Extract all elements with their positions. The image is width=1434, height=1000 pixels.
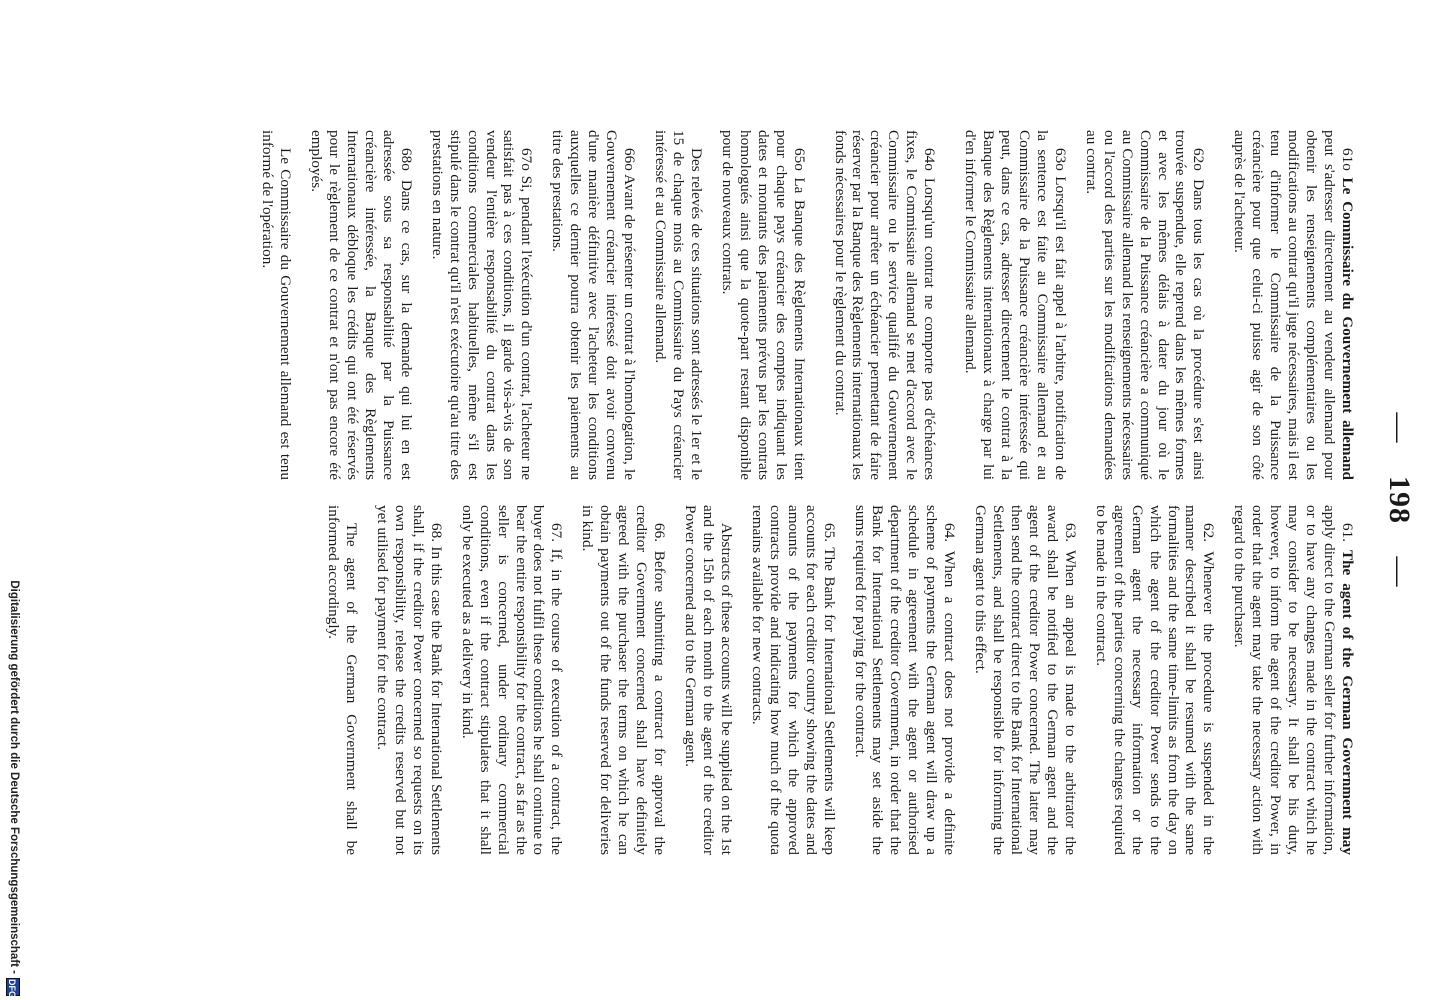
fr-paragraph-63: 63o Lorsqu'il est fait appel à l'arbitre, notification de la sentence est faite au Commissaire allemand et au Commissaire de la Puissance créancière intéressée qui peut, dans ce cas, adresser directement le contrat à la Banque des Règlements internationaux à charge par lui d'en informer le Commissaire allemand.: [962, 130, 1069, 480]
en-paragraph-61: 61. The agent of the German Government may apply direct to the German seller for further information, or to have any changes made in the contract which he may consider to be necessary. It shall be his duty, however, to inform the agent of the creditor Power, in order that the agent may take the necessary action with regard to the purchaser.: [1231, 505, 1356, 855]
en-paragraph-64: 64. When a contract does not provide a definite scheme of payments the German agent will draw up a schedule in agreement with the agent or authorised department of the creditor Government, in order that the Bank for International Settlements may set aside the sums required for paying for the contract.: [851, 505, 959, 855]
dfg-logo-icon: DFG: [6, 978, 20, 996]
fr-paragraph-65: 65o La Banque des Règlements Internationaux tient pour chaque pays créancier des comptes indiquant les dates et montants des paiements prévus par les contrats homologués ainsi que la quote-part restant disponible pour de nouveaux contrats.: [718, 130, 808, 480]
fr-paragraph-68: 68o Dans ce cas, sur la demande qui lui en est adressée sous sa responsabilité par la Puissance créancière intéressée, la Banque des Règlements Internationaux débloque les crédits qui ont été réservés pour le règlement de ce contrat et n'ont pas encore été employés.: [308, 130, 415, 480]
en-paragraph-66: 66. Before submitting a contract for approval the creditor Government concerned shall have definitely agreed with the purchaser the terms on which he can obtain payments out of the funds reserved for deliveries in kind.: [579, 505, 669, 855]
en-paragraph-62: 62. Whenever the procedure is suspended in the manner described it shall be resumed with the same formalities and the same time-limits as from the day on which the agent of the creditor Power sends to the German agent the necessary information or the agreement of the parties concerning the changes required to be made in the contract.: [1092, 505, 1218, 855]
fr-paragraph-67: 67o Si, pendant l'exécution d'un contrat, l'acheteur ne satisfait pas à ces conditions, il garde vis-à-vis de son vendeur l'entière responsabilité du contrat dans les conditions commerciales habituelles, même s'il est stipulé dans le contrat qu'il n'est exécutoire qu'au titre des prestations en nature.: [428, 130, 536, 480]
en-paragraph-65: 65. The Bank for International Settlements will keep accounts for each creditor country showing the dates and amounts of the payments for which the approved contracts provide and indicating how much of the quota remains available for new contracts.: [748, 505, 838, 855]
en-paragraph-67: 67. If, in the course of execution of a contract, the buyer does not fulfil these conditions he shall continue to bear the entire responsibility for the contract, as far as the seller is concerned, under ordinary commercial conditions, even if the contract stipulates that it shall only be executed as a delivery in kind.: [458, 505, 566, 855]
digitization-footer: [0, 0, 30, 1000]
en-paragraph-63: 63. When an appeal is made to the arbitrator the award shall be notified to the German agent and the agent of the creditor Power concerned. The latter may then send the contract direct to the Bank for International Settlements, and shall be responsible for informing the German agent to this effect.: [972, 505, 1079, 855]
fr-paragraph-closing: Le Commissaire du Gouvernement allemand est tenu informé de l'opération.: [259, 130, 295, 480]
en-paragraph-closing: The agent of the German Government shall be informed accordingly.: [325, 505, 361, 855]
header-dash-left: —: [1383, 412, 1416, 444]
en-paragraph-68: 68. In this case the Bank for International Settlements shall, if the creditor Power concerned so requests on its own responsibility, release the credits reserved but not yet utilised for payment for the contract.: [374, 505, 445, 855]
page-header: [1382, 0, 1416, 1000]
french-column: [245, 130, 1356, 480]
en-paragraph-65-abstracts: Abstracts of these accounts will be supplied on the 1st and the 15th of each month to the agent of the creditor Power concerned and to the German agent.: [682, 505, 735, 855]
fr-paragraph-62: 62o Dans tous les cas où la procédure s'est ainsi trouvée suspendue, elle reprend dans les mêmes formes et avec les mêmes délais à dater du jour où le Commissaire de la Puissance créancière a communiqué au Commissaire allemand les renseignements nécessaires ou l'accord des parties sur les modifications demandées au contrat.: [1082, 130, 1208, 480]
footer-credit: Digitalisierung gefördert durch die Deutsche Forschungsgemeinschaft -: [8, 580, 20, 974]
english-column: [311, 505, 1356, 855]
fr-paragraph-65-abstracts: Des relevés de ces situations sont adressés le 1er et le 15 de chaque mois au Commissaire du Pays créancier intéressé et au Commissaire allemand.: [652, 130, 705, 480]
fr-paragraph-66: 66o Avant de présenter un contrat à l'homologation, le Gouvernement créancier intéressé doit avoir convenu d'une manière définitive avec l'acheteur les conditions auxquelles ce dernier pourra obtenir les paiements au titre des prestations.: [549, 130, 639, 480]
fr-paragraph-64: 64o Lorsqu'un contrat ne comporte pas d'échéances fixes, le Commissaire allemand se met d'accord avec le Commissaire ou le service qualifié du Gouvernement créancier pour arrêter un échéancier permettant de faire réserver par la Banque des Règlements internationaux les fonds nécessaires pour le règlement du contrat.: [831, 130, 939, 480]
header-dash-right: —: [1383, 556, 1416, 588]
page-number: 198: [1383, 476, 1416, 524]
fr-paragraph-61: 61o Le Commissaire du Gouvernement allemand peut s'adresser directement au vendeur allemand pour obtenir les renseignements complémentaires ou les modifications au contrat qu'il juge nécessaires, mais il est tenu d'informer le Commissaire de la Puissance créancière pour que celui-ci puisse agir de son côté auprès de l'acheteur.: [1231, 130, 1356, 480]
